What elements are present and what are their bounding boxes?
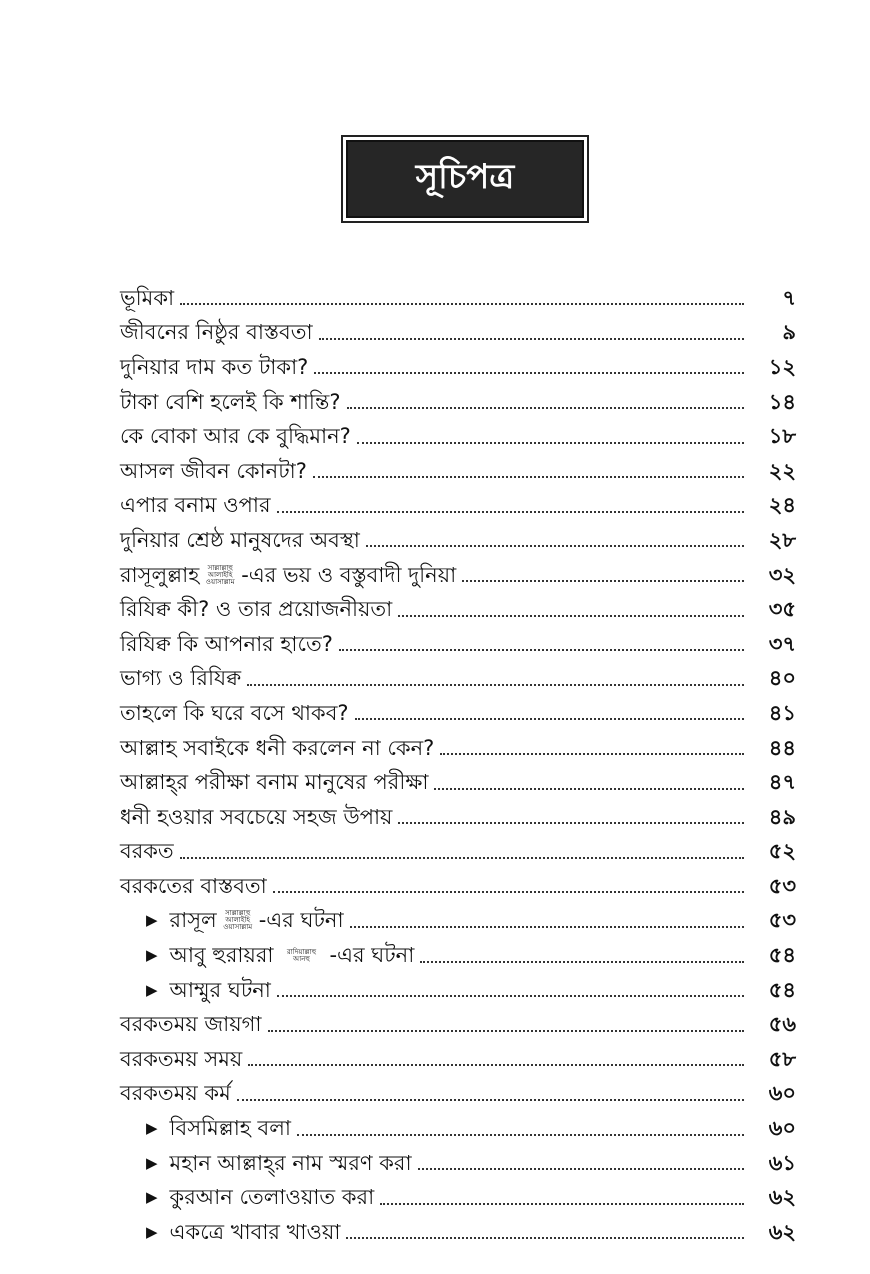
- dot-leader: [462, 580, 744, 582]
- toc-entry: [120, 454, 796, 489]
- toc-entry: [120, 592, 796, 627]
- toc-entry-label: ভূমিকা: [120, 285, 175, 310]
- toc-entry: [120, 662, 796, 697]
- toc-page-number: ৬০: [768, 1081, 796, 1106]
- dot-leader: [297, 1134, 744, 1136]
- toc-entry-label: মহান আল্লাহ্‌র নাম স্মরণ করা: [169, 1150, 412, 1175]
- toc-subentry: [120, 1180, 796, 1215]
- toc-page-number: ৬০: [768, 1116, 796, 1141]
- dot-leader: [355, 718, 744, 720]
- toc-entry-label: রিযিক্ব কী? ও তার প্রয়োজনীয়তা: [120, 597, 393, 622]
- toc-entry-label: রিযিক্ব কি আপনার হাতে?: [120, 631, 333, 656]
- toc-page-number: ২৮: [768, 527, 796, 552]
- toc-page-number: ৩৫: [768, 597, 796, 622]
- toc-entry-label: বরকতময় কর্ম: [120, 1081, 231, 1106]
- dot-leader: [346, 1237, 744, 1239]
- dot-leader: [268, 1030, 745, 1032]
- toc-title: সূচিপত্র: [415, 156, 515, 197]
- toc-entry-label: জীবনের নিষ্ঠুর বাস্তবতা: [120, 320, 313, 345]
- dot-leader: [247, 684, 744, 686]
- toc-entry-label: আম্মুর ঘটনা: [169, 977, 271, 1002]
- toc-entry-label: বরকত: [120, 839, 174, 864]
- dot-leader: [248, 1064, 744, 1066]
- toc-page-number: ৫৩: [768, 908, 796, 933]
- dot-leader: [313, 476, 744, 478]
- toc-page-number: ৪৪: [768, 735, 796, 760]
- toc-entry-label: বরকতময় সময়: [120, 1046, 243, 1071]
- toc-page-number: ৪০: [768, 666, 796, 691]
- toc-subentry: [120, 938, 796, 973]
- toc-entry: [120, 350, 796, 385]
- toc-entry: [120, 627, 796, 662]
- dot-leader: [398, 615, 744, 617]
- toc-entry-suffix: -এর ভয় ও বস্তুবাদী দুনিয়া: [241, 562, 457, 587]
- toc-entry-suffix: -এর ঘটনা: [329, 943, 415, 968]
- toc-entry-label: বরকতময় জায়গা: [120, 1012, 262, 1037]
- toc-entry-label: দুনিয়ার শ্রেষ্ঠ মানুষদের অবস্থা: [120, 527, 360, 552]
- toc-entry-label: বরকতের বাস্তবতা: [120, 873, 267, 898]
- dot-leader: [314, 372, 744, 374]
- dot-leader: [420, 961, 744, 963]
- dot-leader: [277, 995, 744, 997]
- dot-leader: [380, 1203, 744, 1205]
- toc-subentry: [120, 1111, 796, 1146]
- toc-entry-label: কে বোকা আর কে বুদ্ধিমান?: [120, 424, 351, 449]
- toc-page-number: ৫৪: [768, 943, 796, 968]
- toc-entry-label: আল্লাহ সবাইকে ধনী করলেন না কেন?: [120, 735, 435, 760]
- toc-entry-label: আবু হুরায়রা: [169, 943, 274, 968]
- dot-leader: [180, 303, 744, 305]
- toc-entry: [120, 558, 796, 593]
- toc-entry-suffix: -এর ঘটনা: [258, 908, 344, 933]
- bullet-arrow-icon: ▶: [146, 1119, 158, 1138]
- toc-entry-label: একত্রে খাবার খাওয়া: [169, 1219, 341, 1244]
- toc-entry-label: ধনী হওয়ার সবচেয়ে সহজ উপায়: [120, 804, 393, 829]
- toc-entry-label: রাসূলুল্লাহ: [120, 562, 200, 587]
- dot-leader: [180, 857, 744, 859]
- bullet-arrow-icon: ▶: [146, 1222, 158, 1241]
- toc-title-box: [346, 140, 584, 218]
- toc-entry-label: দুনিয়ার দাম কত টাকা?: [120, 354, 309, 379]
- toc-entry: [120, 800, 796, 835]
- toc-entry: [120, 523, 796, 558]
- toc-entry-label: টাকা বেশি হলেই কি শান্তি?: [120, 389, 341, 414]
- toc-entry-label: আসল জীবন কোনটা?: [120, 458, 307, 483]
- toc-page-number: ৬২: [768, 1219, 796, 1244]
- toc-entry: [120, 765, 796, 800]
- bullet-arrow-icon: ▶: [146, 1188, 158, 1207]
- toc-page-number: ২২: [768, 458, 796, 483]
- toc-entry-label: ভাগ্য ও রিযিক্ব: [120, 666, 242, 691]
- toc-entry: [120, 1042, 796, 1077]
- bullet-arrow-icon: ▶: [146, 980, 158, 999]
- toc-page-number: ৫৪: [768, 977, 796, 1002]
- toc-entry-label: কুরআন তেলাওয়াত করা: [169, 1185, 375, 1210]
- dot-leader: [418, 1168, 744, 1170]
- honorific-calligraphy: সাল্লাল্লাহু আলাইহি ওয়াসাল্লাম: [205, 563, 235, 586]
- dot-leader: [350, 926, 744, 928]
- toc-page-number: ৬১: [768, 1150, 796, 1175]
- toc-page-number: ৪১: [768, 700, 796, 725]
- toc-entry-label: বিসমিল্লাহ বলা: [169, 1116, 291, 1141]
- toc-entry-label: আল্লাহ্‌র পরীক্ষা বনাম মানুষের পরীক্ষা: [120, 770, 429, 795]
- toc-page-number: ১৮: [768, 424, 796, 449]
- toc-entry: [120, 281, 796, 316]
- toc-page-number: ৩২: [768, 562, 796, 587]
- toc-page-number: ৫৬: [768, 1012, 796, 1037]
- dot-leader: [347, 407, 744, 409]
- dot-leader: [440, 753, 744, 755]
- honorific-calligraphy: রাদিয়াল্লাহু আনহু: [286, 947, 317, 963]
- toc-subentry: [120, 904, 796, 939]
- toc-page-number: ১২: [768, 354, 796, 379]
- dot-leader: [398, 822, 744, 824]
- dot-leader: [339, 649, 744, 651]
- honorific-calligraphy: সাল্লাল্লাহু আলাইহি ওয়াসাল্লাম: [223, 909, 253, 932]
- toc-entry: [120, 385, 796, 420]
- toc-page-number: ৭: [782, 285, 796, 310]
- toc-page-number: ১৪: [768, 389, 796, 414]
- toc-entry: [120, 835, 796, 870]
- toc-subentry: [120, 973, 796, 1008]
- bullet-arrow-icon: ▶: [146, 946, 158, 965]
- dot-leader: [319, 338, 744, 340]
- toc-subentry: [120, 1146, 796, 1181]
- toc-entry: [120, 696, 796, 731]
- bullet-arrow-icon: ▶: [146, 1153, 158, 1172]
- toc-entry: [120, 1077, 796, 1112]
- toc-page-number: ৬২: [768, 1185, 796, 1210]
- toc-page-number: ৪৯: [768, 804, 796, 829]
- toc-entry: [120, 731, 796, 766]
- toc-entry-label: রাসূল: [169, 908, 217, 933]
- toc-page-number: ৪৭: [768, 770, 796, 795]
- dot-leader: [277, 511, 744, 513]
- toc-entry: [120, 419, 796, 454]
- table-of-contents: [120, 281, 796, 1250]
- toc-page-number: ৫৩: [768, 873, 796, 898]
- dot-leader: [237, 1099, 744, 1101]
- toc-subentry: [120, 1215, 796, 1250]
- dot-leader: [273, 891, 744, 893]
- toc-entry: [120, 869, 796, 904]
- toc-entry: [120, 316, 796, 351]
- bullet-arrow-icon: ▶: [146, 911, 158, 930]
- dot-leader: [366, 545, 744, 547]
- dot-leader: [434, 788, 744, 790]
- toc-entry: [120, 489, 796, 524]
- toc-page-number: ৫২: [768, 839, 796, 864]
- dot-leader: [357, 442, 744, 444]
- toc-page-number: ৫৮: [768, 1046, 796, 1071]
- toc-entry-label: তাহলে কি ঘরে বসে থাকব?: [120, 700, 349, 725]
- toc-entry-label: এপার বনাম ওপার: [120, 493, 271, 518]
- toc-page-number: ২৪: [768, 493, 796, 518]
- toc-page-number: ৩৭: [768, 631, 796, 656]
- toc-page-number: ৯: [782, 320, 796, 345]
- toc-entry: [120, 1007, 796, 1042]
